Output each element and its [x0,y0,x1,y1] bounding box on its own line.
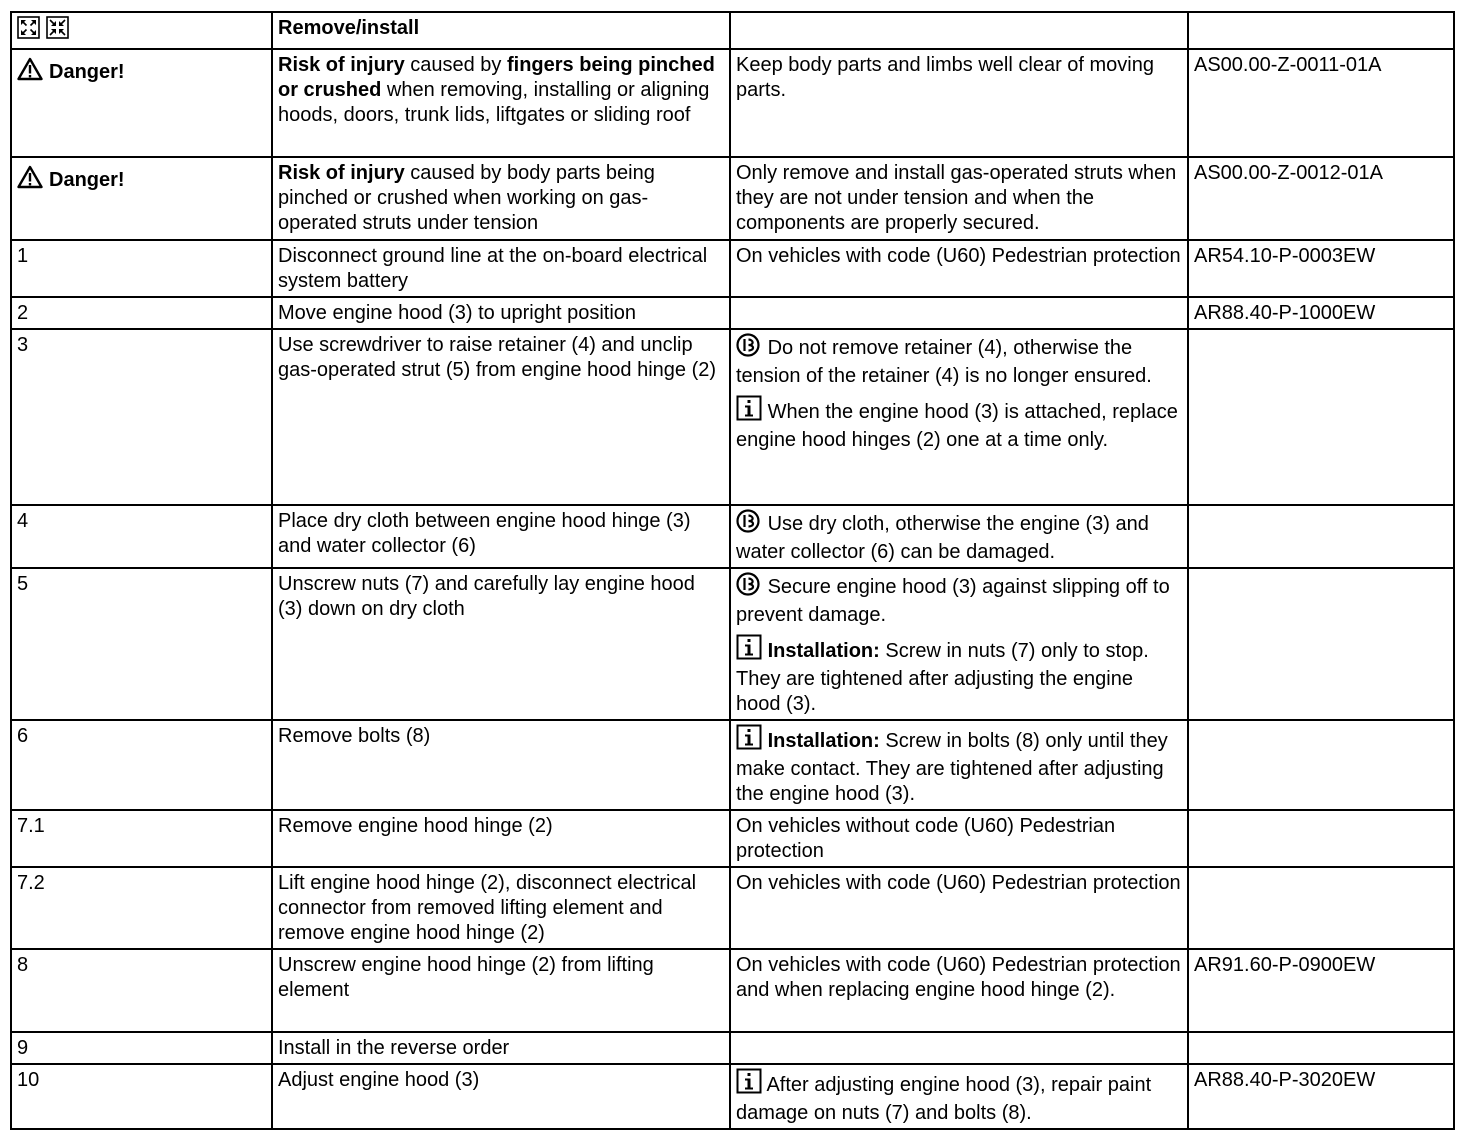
caution-icon [736,333,762,364]
header-empty-cell [730,12,1188,49]
step-note [736,572,1182,628]
step-row [11,1032,1454,1064]
header-title: Remove/install [272,12,730,49]
info-icon [736,634,762,667]
step-row [11,240,1454,297]
text-span: Screw in nuts (7) only to stop. They are tightened after adjusting the engine hood (3). [736,640,1149,715]
header-row [11,12,1454,49]
step-number: 4 [11,505,272,568]
step-reference [1188,329,1454,505]
step-number: 1 [11,240,272,297]
text-span: Risk of injury [278,162,405,184]
step-notes [730,1032,1188,1064]
step-reference [1188,867,1454,949]
step-number: 9 [11,1032,272,1064]
step-notes [730,297,1188,329]
text-span: Installation: [767,730,880,752]
info-icon [736,724,762,757]
step-row [11,329,1454,505]
step-note [736,395,1182,453]
step-notes [730,568,1188,720]
step-row [11,568,1454,720]
step-reference [1188,568,1454,720]
step-row [11,297,1454,329]
step-notes [730,720,1188,810]
step-reference [1188,810,1454,867]
safety-label-cell [11,49,272,157]
step-notes [730,949,1188,1032]
step-note [736,871,1182,896]
step-number: 6 [11,720,272,810]
step-row [11,1064,1454,1129]
step-instruction: Adjust engine hood (3) [272,1064,730,1129]
safety-reference[interactable]: AS00.00-Z-0012-01A [1188,157,1454,240]
safety-label-cell [11,157,272,240]
step-number: 10 [11,1064,272,1129]
info-icon [736,1068,762,1101]
text-span: On vehicles without code (U60) Pedestrian protection [736,815,1116,862]
step-notes [730,329,1188,505]
step-number: 2 [11,297,272,329]
step-number: 3 [11,329,272,505]
safety-description [272,49,730,157]
step-number: 7.2 [11,867,272,949]
step-instruction: Unscrew nuts (7) and carefully lay engine hood (3) down on dry cloth [272,568,730,720]
step-instruction: Use screwdriver to raise retainer (4) and unclip gas-operated strut (5) from engine hood hinge (2) [272,329,730,505]
caution-icon [736,509,762,540]
collapse-icon[interactable] [46,16,69,46]
danger-label [17,57,266,88]
text-span: caused by [404,54,507,76]
step-row [11,867,1454,949]
step-instruction: Unscrew engine hood hinge (2) from lifting element [272,949,730,1032]
step-notes [730,810,1188,867]
step-instruction: Install in the reverse order [272,1032,730,1064]
danger-label [17,165,266,196]
text-span: Danger! [49,61,125,83]
step-notes [730,867,1188,949]
step-reference[interactable]: AR88.40-P-3020EW [1188,1064,1454,1129]
step-note [736,634,1182,717]
text-span: Use dry cloth, otherwise the engine (3) and water collector (6) can be damaged. [736,513,1149,563]
text-span: Do not remove retainer (4), otherwise the tension of the retainer (4) is no longer ensured. [736,337,1152,387]
safety-action: Keep body parts and limbs well clear of moving parts. [730,49,1188,157]
procedure-table [10,11,1455,1130]
step-instruction: Remove engine hood hinge (2) [272,810,730,867]
text-span: Danger! [49,169,125,191]
step-row [11,720,1454,810]
step-notes [730,1064,1188,1129]
step-instruction: Remove bolts (8) [272,720,730,810]
text-span: Screw in bolts (8) only until they make contact. They are tightened after adjusting the engine hood (3). [736,730,1168,805]
step-reference [1188,720,1454,810]
expand-icon[interactable] [17,16,40,46]
warning-icon [17,57,43,88]
header-empty-cell [1188,12,1454,49]
step-note [736,509,1182,565]
step-reference[interactable]: AR91.60-P-0900EW [1188,949,1454,1032]
step-note [736,333,1182,389]
text-span: when removing, installing or aligning hoods, doors, trunk lids, liftgates or sliding roof [278,79,710,126]
step-reference [1188,1032,1454,1064]
safety-row [11,157,1454,240]
text-span: After adjusting engine hood (3), repair paint damage on nuts (7) and bolts (8). [736,1074,1152,1124]
step-instruction: Disconnect ground line at the on-board electrical system battery [272,240,730,297]
step-number: 8 [11,949,272,1032]
step-notes [730,505,1188,568]
warning-icon [17,165,43,196]
text-span: Secure engine hood (3) against slipping off to prevent damage. [736,576,1170,626]
step-note [736,953,1182,1003]
info-icon [736,395,762,428]
step-number: 5 [11,568,272,720]
step-row [11,505,1454,568]
step-reference [1188,505,1454,568]
safety-reference[interactable]: AS00.00-Z-0011-01A [1188,49,1454,157]
step-row [11,949,1454,1032]
text-span: Risk of injury [278,54,405,76]
header-icons-cell [11,12,272,49]
step-notes [730,240,1188,297]
step-note [736,724,1182,807]
step-note [736,814,1182,864]
step-number: 7.1 [11,810,272,867]
text-span: fingers being pinched or crushed [278,54,715,101]
step-reference[interactable]: AR88.40-P-1000EW [1188,297,1454,329]
step-note [736,1068,1182,1126]
safety-action: Only remove and install gas-operated struts when they are not under tension and when the components are properly secured. [730,157,1188,240]
step-instruction: Lift engine hood hinge (2), disconnect electrical connector from removed lifting element and remove engine hood hinge (2) [272,867,730,949]
step-reference[interactable]: AR54.10-P-0003EW [1188,240,1454,297]
text-span: On vehicles with code (U60) Pedestrian protection [736,872,1181,894]
step-instruction: Move engine hood (3) to upright position [272,297,730,329]
text-span: On vehicles with code (U60) Pedestrian protection and when replacing engine hood hinge (2). [736,954,1181,1001]
safety-description [272,157,730,240]
text-span: On vehicles with code (U60) Pedestrian protection [736,245,1181,267]
text-span: When the engine hood (3) is attached, replace engine hood hinges (2) one at a time only. [736,401,1178,451]
safety-row [11,49,1454,157]
step-note [736,244,1182,269]
caution-icon [736,572,762,603]
step-instruction: Place dry cloth between engine hood hinge (3) and water collector (6) [272,505,730,568]
text-span: Installation: [767,640,880,662]
text-span: caused by body parts being pinched or crushed when working on gas-operated struts under tension [278,162,655,234]
step-row [11,810,1454,867]
